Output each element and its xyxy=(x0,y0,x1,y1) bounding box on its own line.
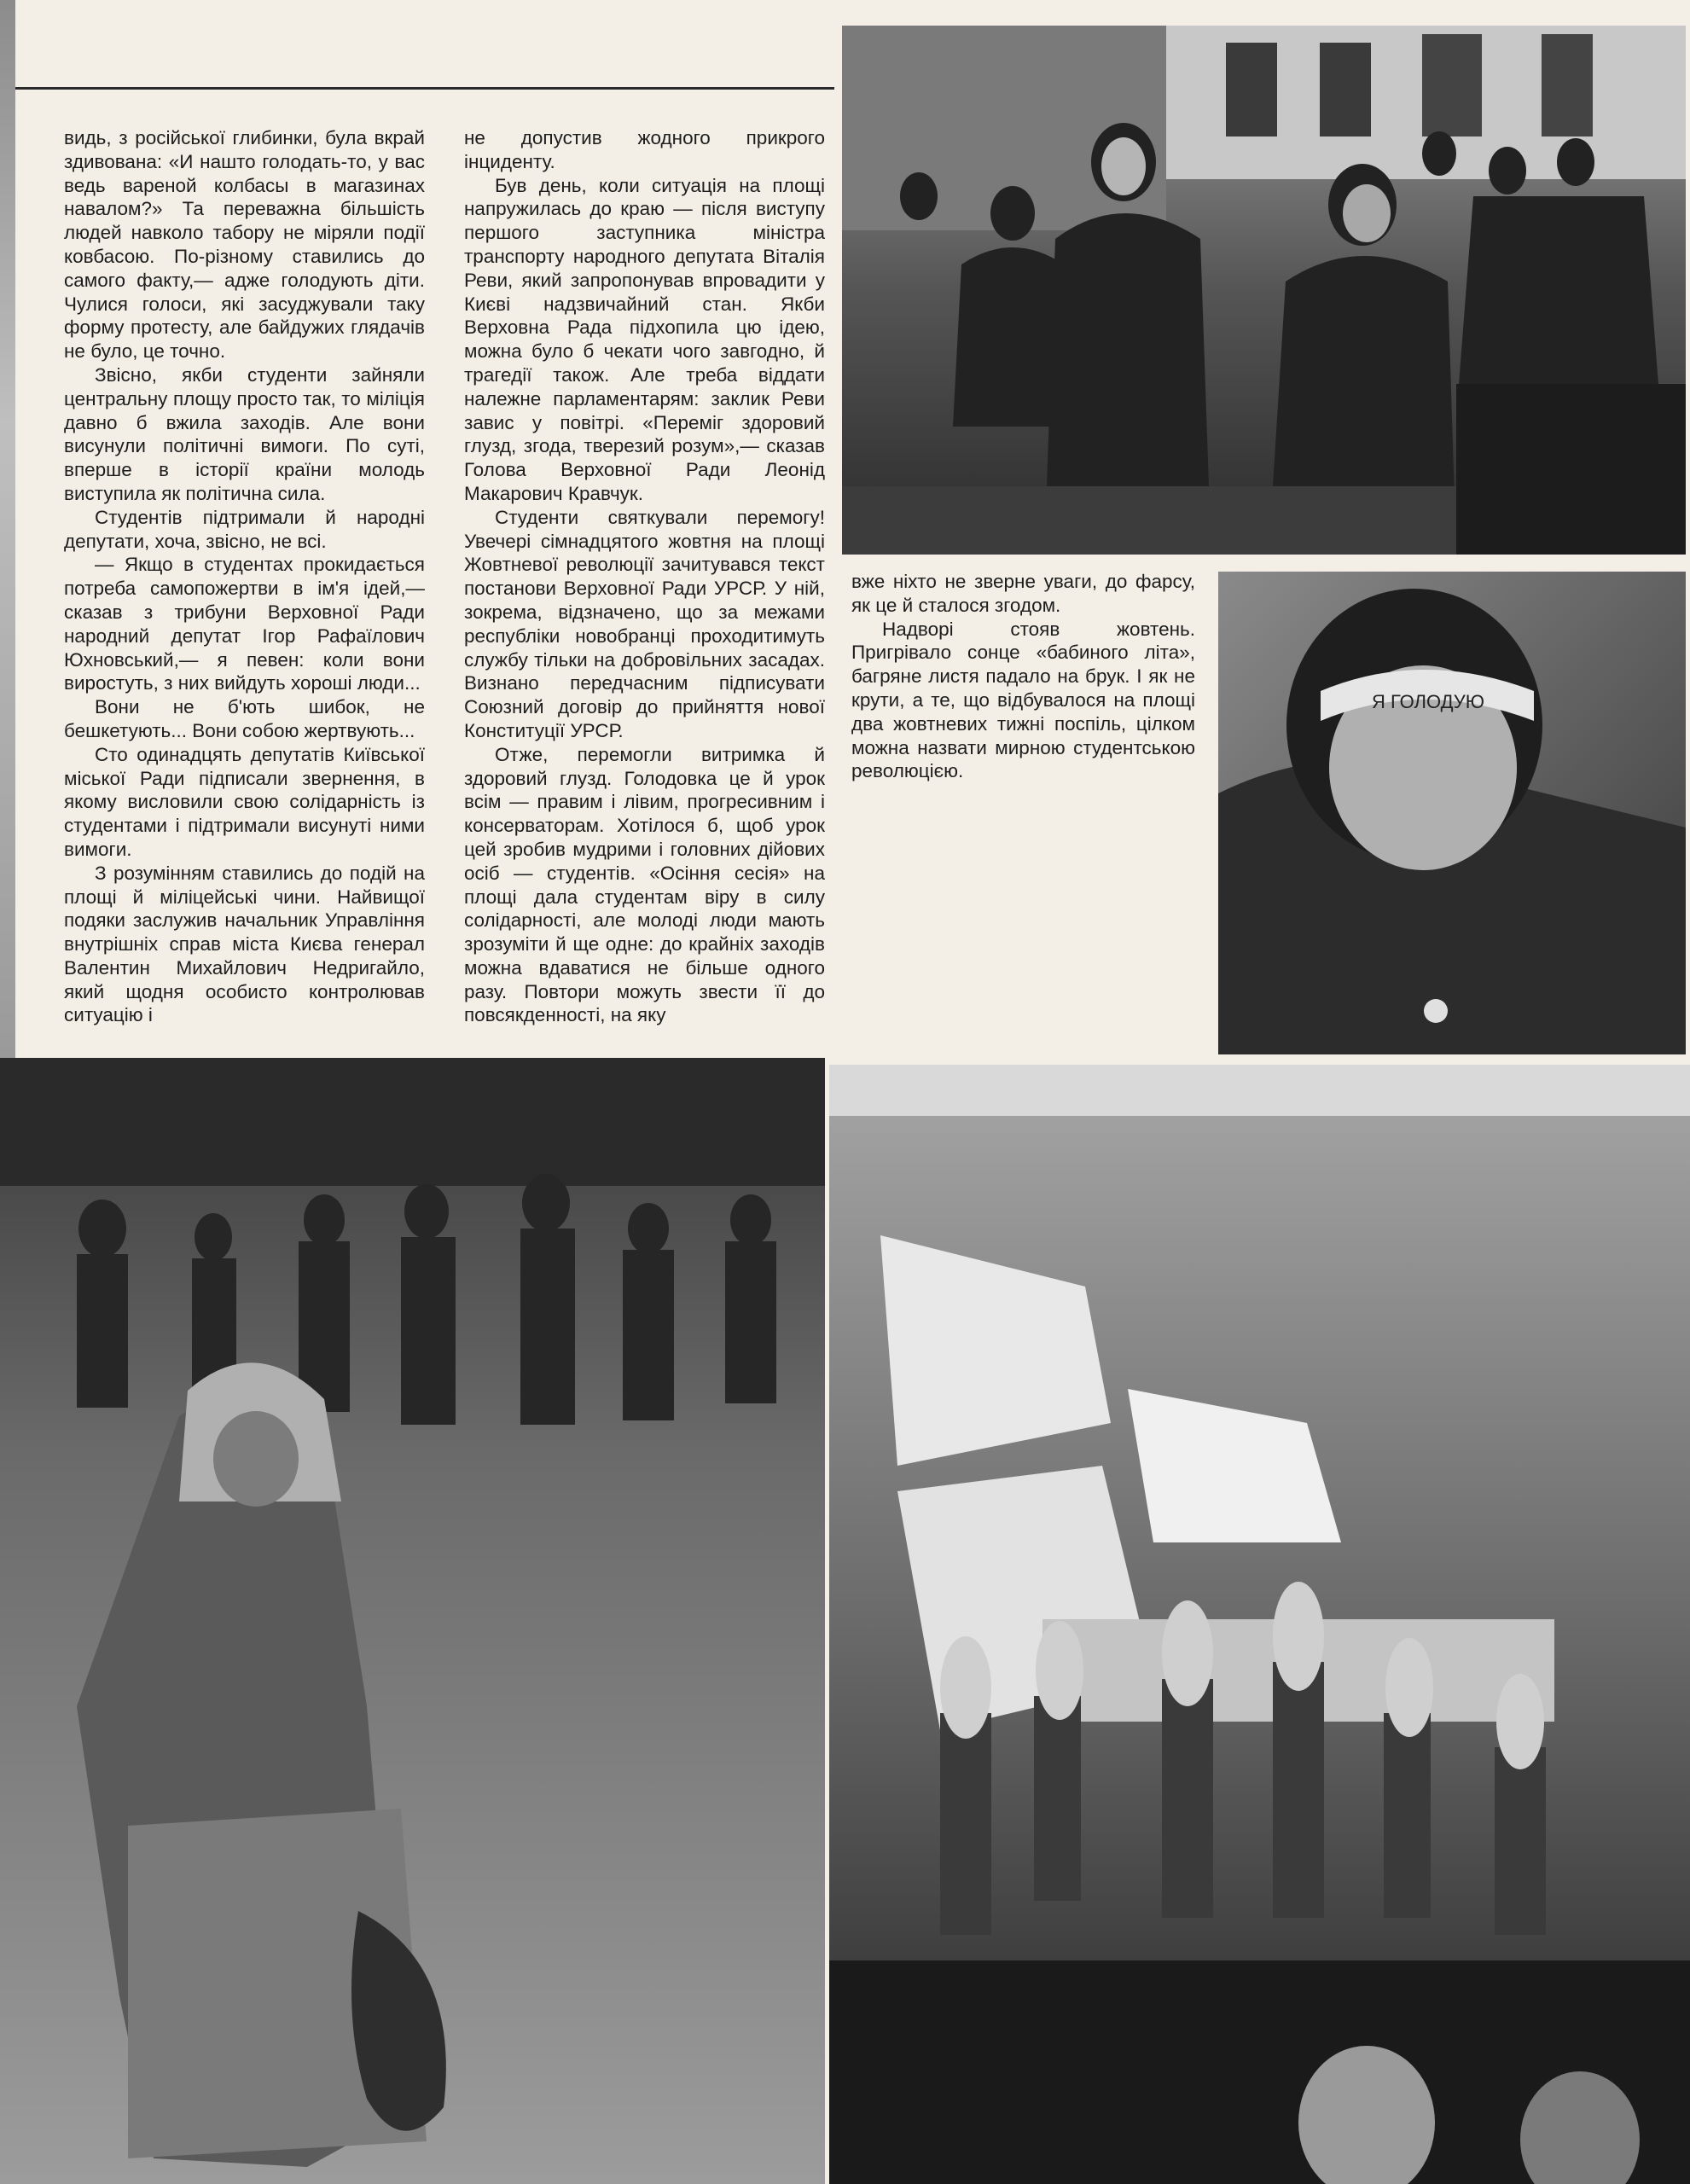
photo-raised-hands-flags xyxy=(829,1065,1690,2184)
photo-students-police-line xyxy=(842,26,1686,555)
article-column-3 xyxy=(851,570,1195,783)
paragraph: Студенти святкували перемогу! Увечері сімнадцятого жовтня на площі Жовтневої революції зачитувався текст постанови Верховної Ради УРСР. У ній, зокрема, відзначено, що за межами республіки новобранці проходитимуть службу тільки на добровільних засадах. Визнано передчасним підписувати Союзний договір до прийняття нової Конституції УРСР. xyxy=(464,506,825,741)
paragraph: Вони не б'ють шибок, не бешкетують... Вони собою жертвують... xyxy=(64,696,425,741)
paragraph: — Якщо в студентах прокидається потреба самопожертви в ім'я ідей,— сказав з трибуни Верховної Ради народний депутат Ігор Рафаїлович Юхновський,— я певен: коли вони виростуть, з них вийдуть хороші люди... xyxy=(64,554,425,694)
page-edge xyxy=(0,0,15,1058)
photo-old-woman-crowd xyxy=(0,1058,825,2184)
paragraph: вже ніхто не зверне уваги, до фарсу, як це й сталося згодом. xyxy=(851,571,1195,616)
article-column-1 xyxy=(64,126,425,1027)
paragraph: Звісно, якби студенти зайняли центральну площу просто так, то міліція давно б вжила заходів. Але вони висунули політичні вимоги. По суті, вперше в історії країни молодь виступила як політична сила. xyxy=(64,363,425,504)
paragraph: Був день, коли ситуація на площі напружилась до краю — після виступу першого заступника міністра транспорту народного депутата Віталія Реви, який запропонував впровадити у Києві надзвичайний стан. Якби Верховна Рада підхопила цю ідею, можна було б чекати чого завгодно, й трагедії також. Але треба віддати належне парламентарям: заклик Реви завис у повітрі. «Переміг здоровий глузд, згода, тверезий розум»,— сказав Голова Верховної Ради Леонід Макарович Кравчук. xyxy=(464,174,825,504)
paragraph: видь, з російської глибинки, була вкрай здивована: «И нашто голодать-то, у вас ведь вареной колбасы в магазинах навалом?» Та переважна більшість людей навколо табору не міряли події ковбасою. По-різному ставились до самого факту,— адже голодують діти. Чулися голоси, які засуджували таку форму протесту, але байдужих глядачів не було, це точно. xyxy=(64,127,425,363)
article-column-2 xyxy=(464,126,825,1027)
paragraph: Надворі стояв жовтень. Пригрівало сонце «бабиного літа», багряне листя падало на брук. І як не крути, а те, що відбувалося на площі два жовтневих тижні поспіль, цілком можна назвати мирною студентською революцією. xyxy=(851,618,1195,782)
paragraph: Отже, перемогли витримка й здоровий глузд. Голодовка це й урок всім — правим і лівим, прогресивним і консерваторам. Хотілося б, щоб урок цей зробив мудрими і головних дійових осіб — студентів. «Осіння сесія» на площі дала студентам віру в силу солідарності, але молоді люди мають зрозуміти й ще одне: до крайніх заходів можна вдаватися не більше одного разу. Повтори можуть звести її до повсякденності, на яку xyxy=(464,743,825,1026)
headband-text: Я ГОЛОДУЮ xyxy=(1372,691,1484,712)
paragraph: З розумінням ставились до подій на площі й міліцейські чини. Найвищої подяки заслужив начальник Управління внутрішніх справ міста Києва генерал Валентин Михайлович Недригайло, який щодня особисто контролював ситуацію і xyxy=(64,862,425,1026)
header-rule xyxy=(15,87,834,90)
paragraph: Сто одинадцять депутатів Київської міської Ради підписали звернення, в якому висловили свою солідарність із студентами і підтримали висунуті ними вимоги. xyxy=(64,743,425,860)
paragraph: Студентів підтримали й народні депутати, хоча, звісно, не всі. xyxy=(64,506,425,552)
paragraph: не допустив жодного прикрого інциденту. xyxy=(464,127,825,172)
photo-student-headband xyxy=(1218,572,1686,1054)
